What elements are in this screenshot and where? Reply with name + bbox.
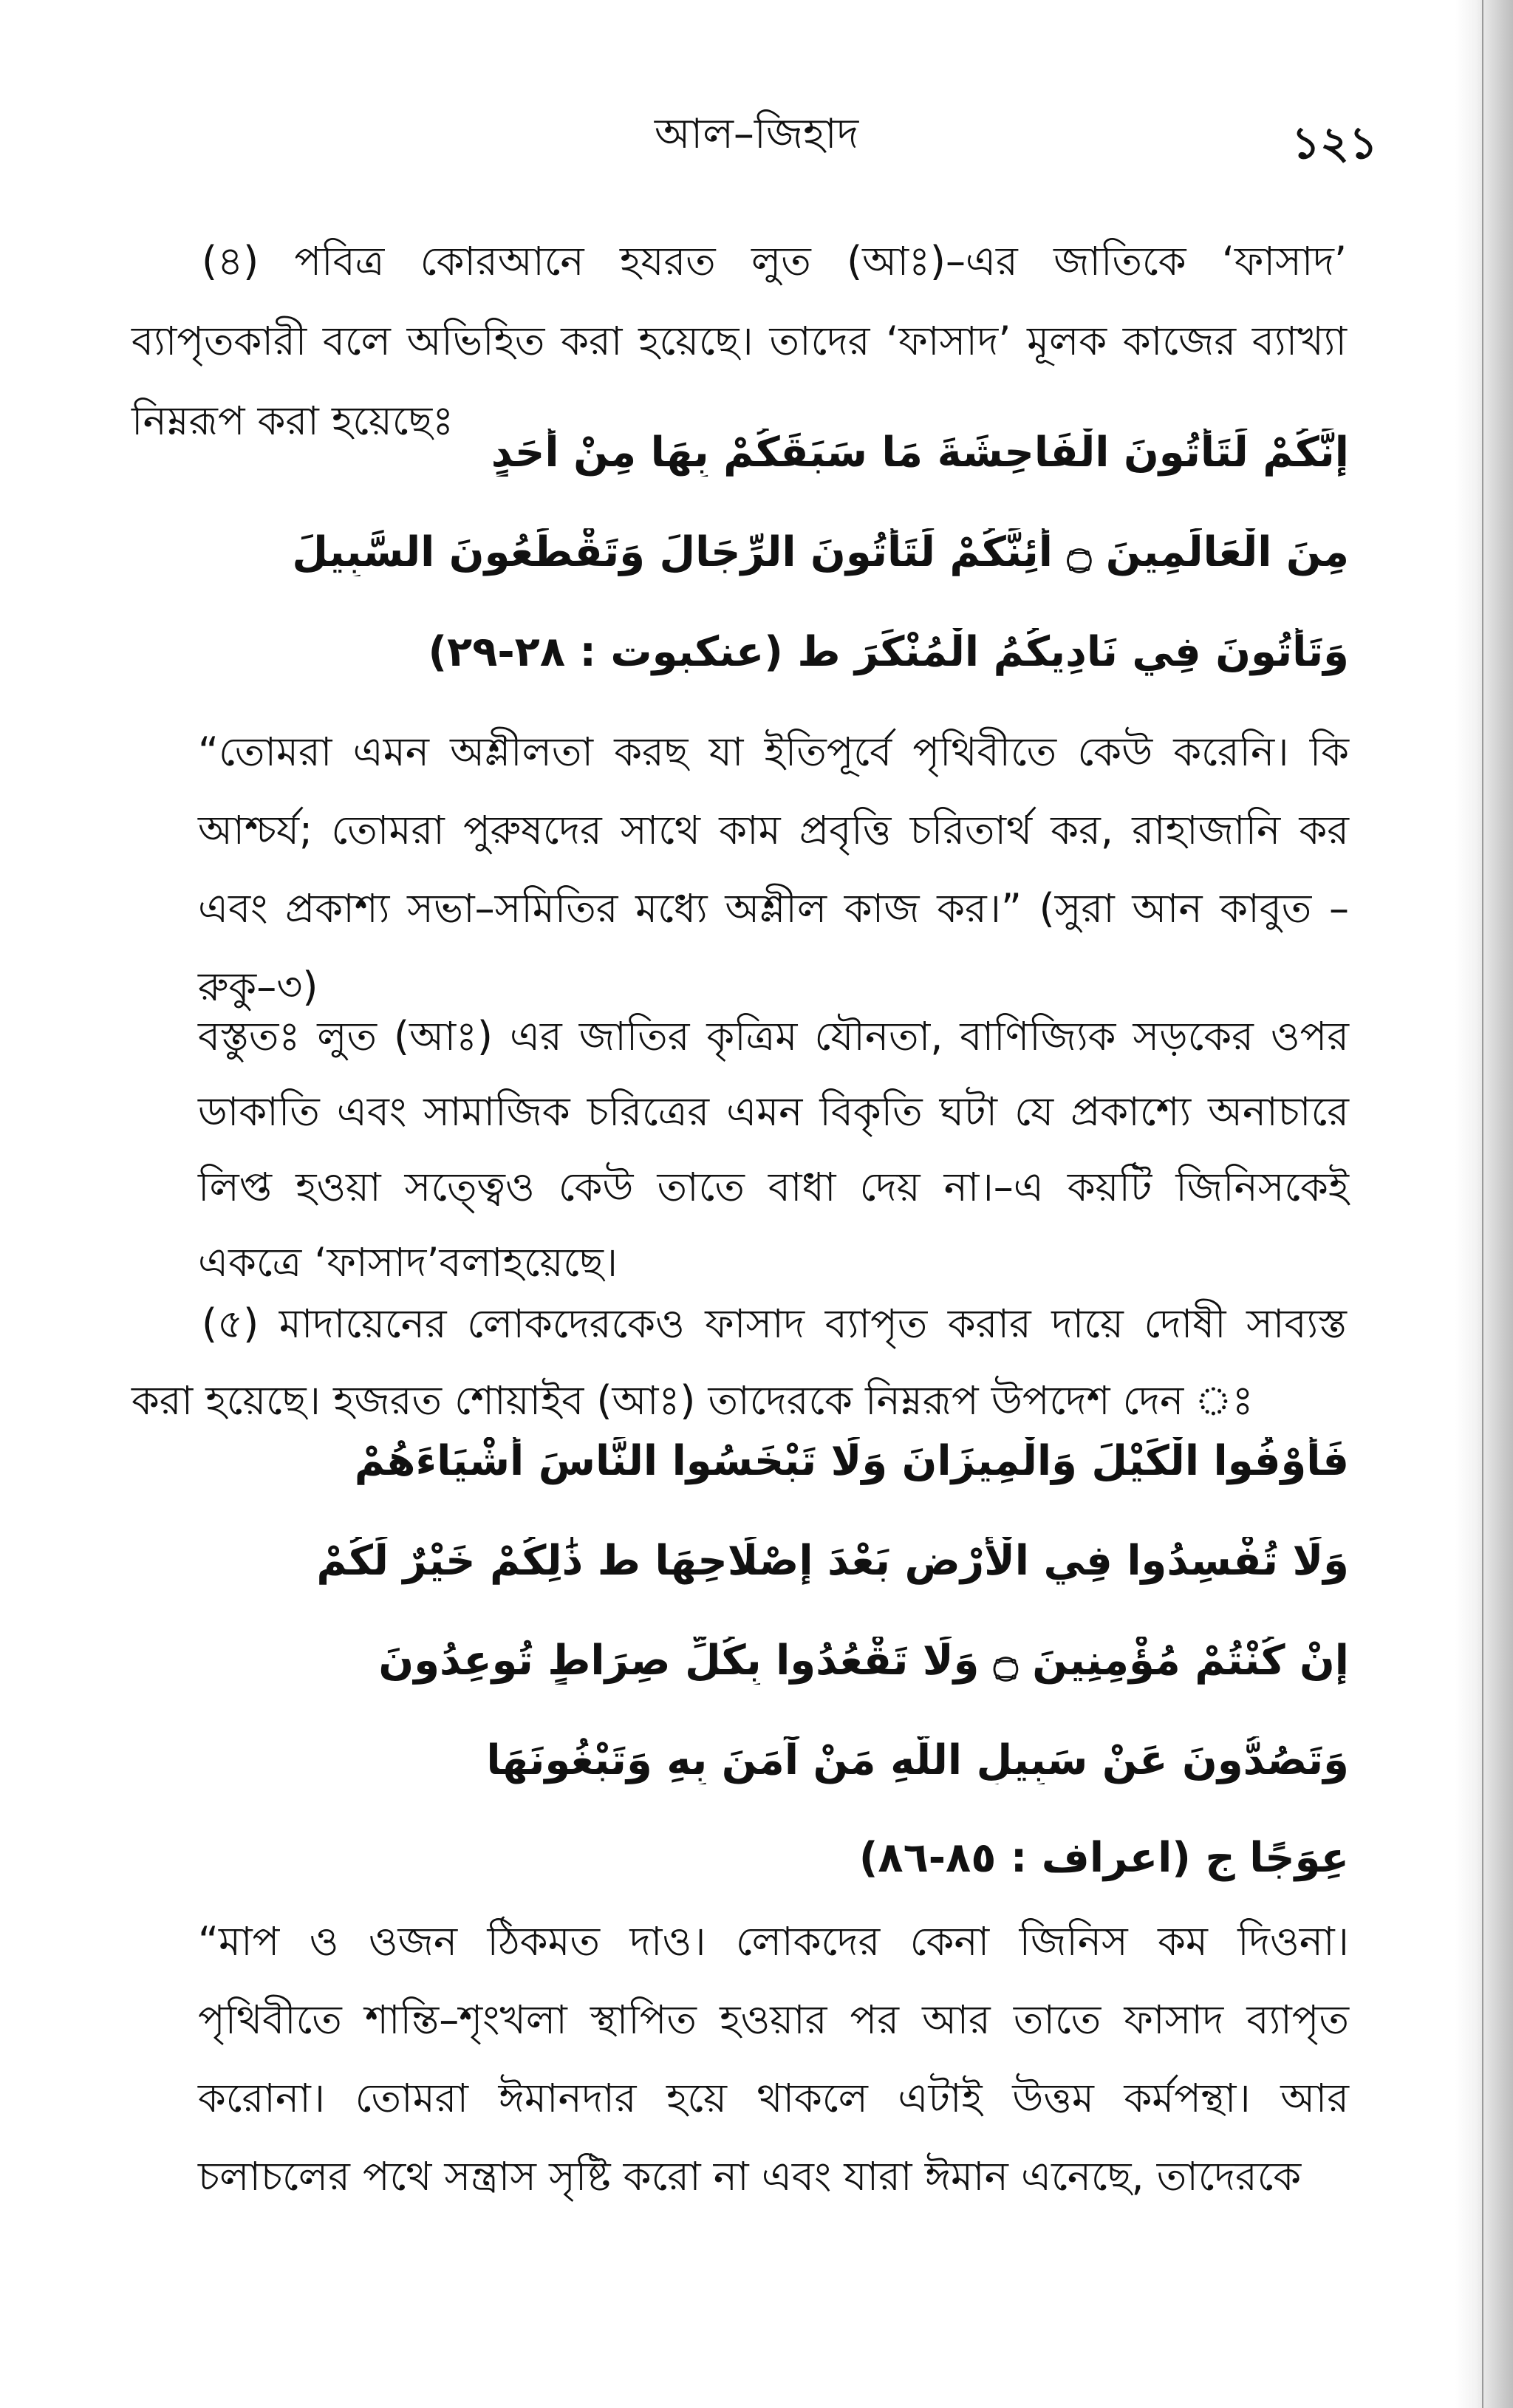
page-spine-edge [1482, 0, 1483, 2408]
arabic-verse-line: فَأَوْفُوا الْكَيْلَ وَالْمِيزَانَ وَلَا تَبْخَسُوا النَّاسَ أَشْيَاءَهُمْ [354, 1437, 1349, 1485]
arabic-verse-line: إِنْ كُنْتُمْ مُؤْمِنِينَ ۝ وَلَا تَقْعُدُوا بِكُلِّ صِرَاطٍ تُوعِدُونَ [378, 1637, 1349, 1685]
arabic-verse-line: إِنَّكُمْ لَتَأْتُونَ الْفَاحِشَةَ مَا سَبَقَكُمْ بِهَا مِنْ أَحَدٍ [491, 429, 1349, 477]
paragraph-lut-translation: “তোমরা এমন অশ্লীলতা করছ যা ইতিপূর্বে পৃথিবীতে কেউ করেনি। কি আশ্চর্য; তোমরা পুরুষদের সাথে কাম প্রবৃত্তি চরিতার্থ কর, রাহাজানি কর এবং প্রকাশ্য সভা–সমিতির মধ্যে অশ্লীল কাজ কর।” (সুরা আন কাবুত –রুকু–৩) [198, 729, 1349, 1010]
arabic-verse-reference-line: وَتَأْتُونَ فِي نَادِيكُمُ الْمُنْكَرَ ط (عنكبوت : ٢٨-٢٩) [428, 628, 1349, 676]
paragraph-lut-intro: (৪) পবিত্র কোরআনে হযরত লুত (আঃ)–এর জাতিকে ‘ফাসাদ’ ব্যাপৃতকারী বলে অভিহিত করা হয়েছে। তাদের ‘ফাসাদ’ মূলক কাজের ব্যাখ্যা নিম্নরূপ করা হয়েছেঃ [132, 238, 1347, 444]
arabic-verse-line: وَلَا تُفْسِدُوا فِي الْأَرْضِ بَعْدَ إِصْلَاحِهَا ط ذَٰلِكُمْ خَيْرٌ لَكُمْ [316, 1537, 1349, 1585]
paragraph-madyan-intro: (৫) মাদায়েনের লোকদেরকেও ফাসাদ ব্যাপৃত করার দায়ে দোষী সাব্যস্ত করা হয়েছে। হজরত শোয়াইব (আঃ) তাদেরকে নিম্নরূপ উপদেশ দেন ঃ [132, 1300, 1347, 1424]
page-number: ১২১ [1291, 117, 1378, 169]
arabic-verse-reference-line: عِوَجًا ج (اعراف : ٨٥-٨٦) [858, 1834, 1349, 1882]
arabic-verse-line: مِنَ الْعَالَمِينَ ۝ أَئِنَّكُمْ لَتَأْتُونَ الرِّجَالَ وَتَقْطَعُونَ السَّبِيلَ [292, 528, 1349, 576]
arabic-verse-line: وَتَصُدُّونَ عَنْ سَبِيلِ اللَّهِ مَنْ آمَنَ بِهِ وَتَبْغُونَهَا [486, 1736, 1349, 1784]
paragraph-madyan-translation: “মাপ ও ওজন ঠিকমত দাও। লোকদের কেনা জিনিস কম দিওনা। পৃথিবীতে শান্তি–শৃংখলা স্থাপিত হওয়ার পর আর তাতে ফাসাদ ব্যাপৃত করোনা। তোমরা ঈমানদার হয়ে থাকলে এটাই উত্তম কর্মপন্থা। আর চলাচলের পথে সন্ত্রাস সৃষ্টি করো না এবং যারা ঈমান এনেছে, তাদেরকে [198, 1918, 1349, 2200]
paragraph-lut-summary: বস্তুতঃ লুত (আঃ) এর জাতির কৃত্রিম যৌনতা, বাণিজ্যিক সড়কের ওপর ডাকাতি এবং সামাজিক চরিত্রের এমন বিকৃতি ঘটা যে প্রকাশ্যে অনাচারে লিপ্ত হওয়া সত্ত্বেও কেউ তাতে বাধা দেয় না।–এ কয়টি জিনিসকেই একত্রে ‘ফাসাদ’বলাহয়েছে। [198, 1013, 1349, 1286]
running-header-title: আল–জিহাদ [654, 110, 859, 158]
page-spine-shadow [1455, 0, 1513, 2408]
